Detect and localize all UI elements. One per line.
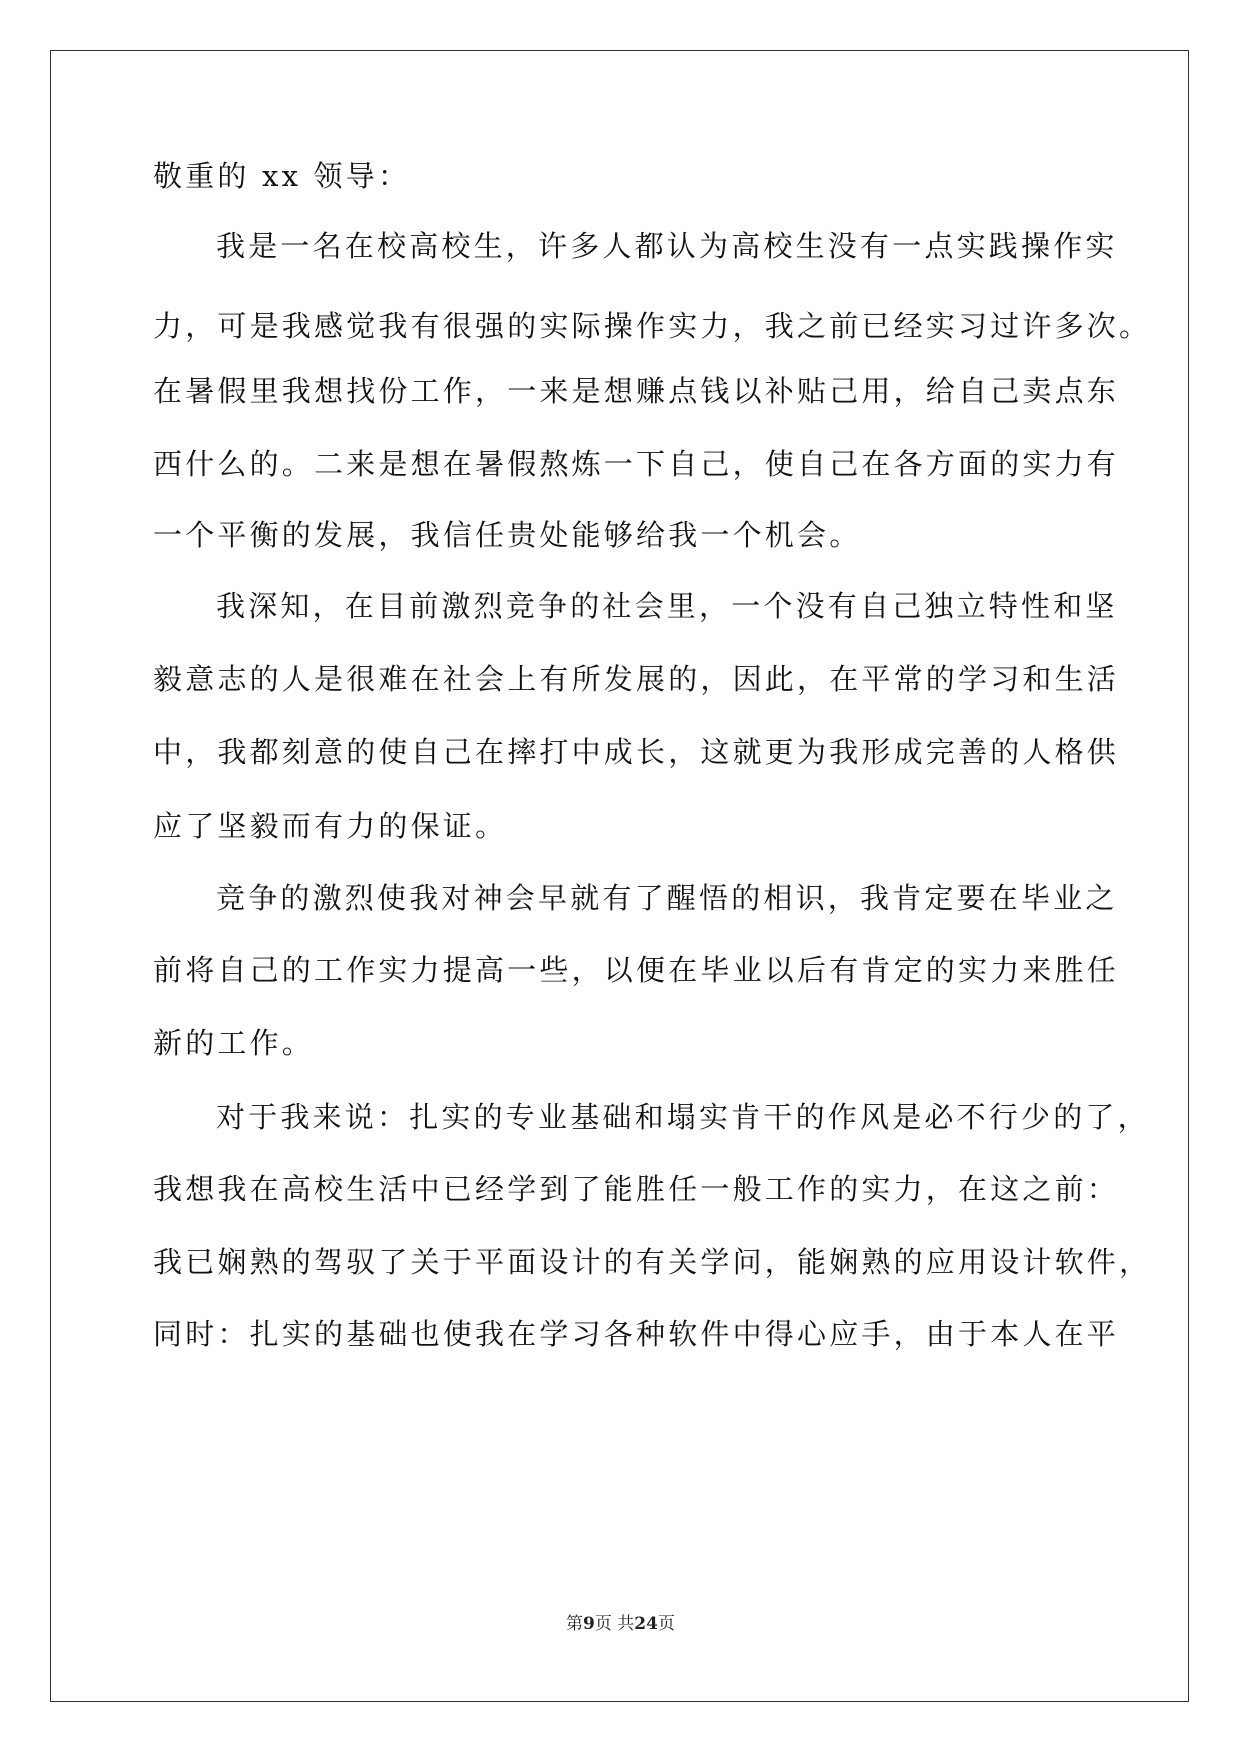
- paragraph-line: 对于我来说：扎实的专业基础和塌实肯干的作风是必不行少的了，: [216, 1100, 1150, 1134]
- page-footer: [0, 1613, 1241, 1635]
- current-page-number: 9: [583, 1614, 595, 1634]
- paragraph-line: 毅意志的人是很难在社会上有所发展的，因此，在平常的学习和生活: [153, 662, 1120, 696]
- paragraph-line: 新的工作。: [153, 1026, 315, 1060]
- paragraph-line: 中，我都刻意的使自己在摔打中成长，这就更为我形成完善的人格供: [153, 735, 1120, 769]
- footer-prefix: 第: [566, 1614, 584, 1634]
- total-pages-number: 24: [634, 1614, 658, 1634]
- paragraph-line: 前将自己的工作实力提高一些，以便在毕业以后有肯定的实力来胜任: [153, 953, 1120, 987]
- salutation: 敬重的 xx 领导：: [153, 159, 411, 193]
- footer-middle: 页 共: [594, 1614, 635, 1634]
- paragraph-line: 应了坚毅而有力的保证。: [153, 809, 508, 843]
- paragraph-line: 一个平衡的发展，我信任贵处能够给我一个机会。: [153, 518, 862, 552]
- page-border: [50, 50, 1189, 1702]
- paragraph-line: 在暑假里我想找份工作，一来是想赚点钱以补贴己用，给自己卖点东: [153, 374, 1120, 408]
- paragraph-line: 西什么的。二来是想在暑假熬炼一下自己，使自己在各方面的实力有: [153, 447, 1120, 481]
- paragraph-line: 我已娴熟的驾驭了关于平面设计的有关学问，能娴熟的应用设计软件，: [153, 1245, 1152, 1279]
- footer-suffix: 页: [657, 1614, 675, 1634]
- paragraph-line: 我深知，在目前激烈竞争的社会里，一个没有自己独立特性和坚: [216, 589, 1118, 623]
- paragraph-line: 同时：扎实的基础也使我在学习各种软件中得心应手，由于本人在平: [153, 1317, 1120, 1351]
- paragraph-line: 竞争的激烈使我对神会早就有了醒悟的相识，我肯定要在毕业之: [216, 881, 1118, 915]
- paragraph-line: 我是一名在校高校生，许多人都认为高校生没有一点实践操作实: [216, 229, 1118, 263]
- paragraph-line: 我想我在高校生活中已经学到了能胜任一般工作的实力，在这之前：: [153, 1172, 1120, 1206]
- paragraph-line: 力，可是我感觉我有很强的实际操作实力，我之前已经实习过许多次。: [153, 309, 1152, 343]
